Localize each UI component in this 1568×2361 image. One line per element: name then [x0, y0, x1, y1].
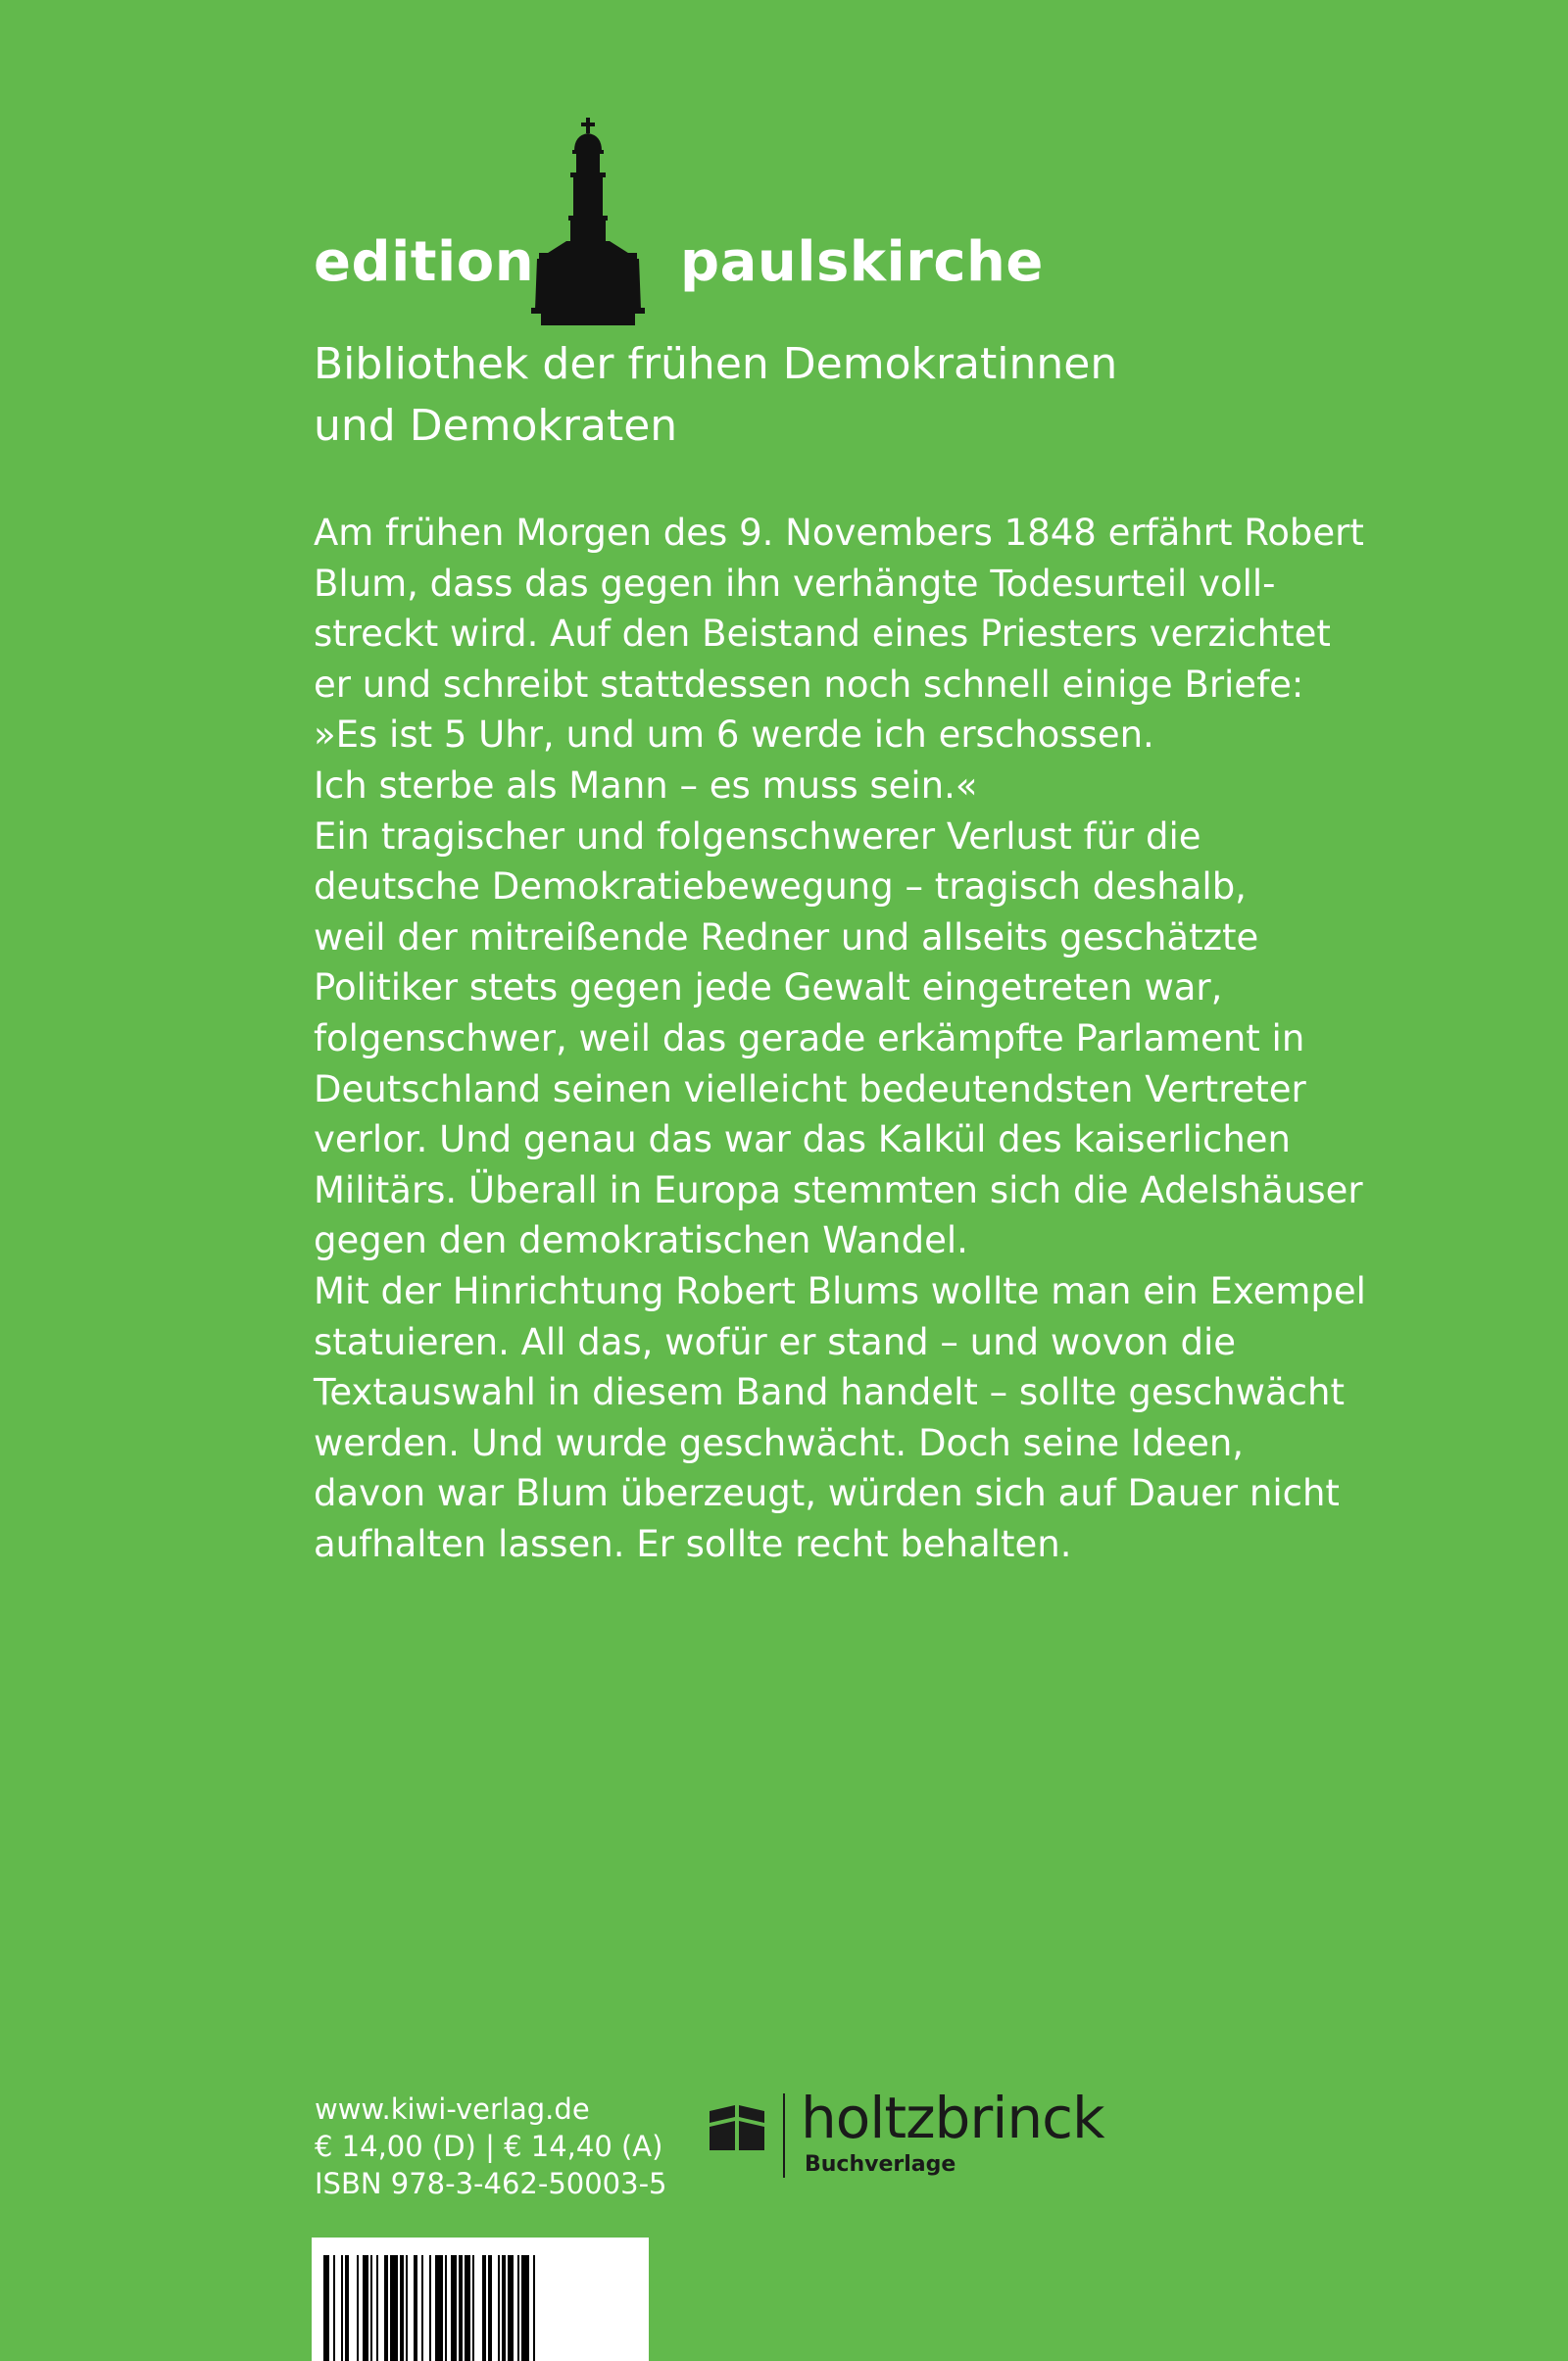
- book-info: [315, 2090, 666, 2202]
- blurb-line: »Es ist 5 Uhr, und um 6 werde ich erschossen.: [314, 713, 1154, 757]
- blurb-line: davon war Blum überzeugt, würden sich auf Dauer nicht: [314, 1472, 1340, 1515]
- blurb-line: verlor. Und genau das war das Kalkül des kaiserlichen: [314, 1118, 1291, 1161]
- series-header: [314, 118, 1044, 333]
- blurb-text: [314, 508, 1372, 1569]
- isbn-label: ISBN 978-3-462-50003-5: [315, 2167, 667, 2200]
- series-subtitle: [314, 333, 1294, 457]
- blurb-line: deutsche Demokratiebewegung – tragisch deshalb,: [314, 865, 1247, 909]
- website-link[interactable]: www.kiwi-verlag.de: [315, 2092, 590, 2126]
- holtzbrinck-h-icon: [708, 2103, 766, 2152]
- blurb-line: gegen den demokratischen Wandel.: [314, 1219, 968, 1262]
- publisher-divider: [783, 2093, 785, 2178]
- blurb-line: Deutschland seinen vielleicht bedeutendsten Vertreter: [314, 1067, 1306, 1110]
- blurb-line: Militärs. Überall in Europa stemmten sich die Adelshäuser: [314, 1168, 1363, 1211]
- series-word-paulskirche: paulskirche: [680, 230, 1044, 294]
- barcode: [312, 2238, 649, 2361]
- price-label: € 14,00 (D) | € 14,40 (A): [315, 2130, 663, 2163]
- blurb-line: weil der mitreißende Redner und allseits geschätzte: [314, 915, 1259, 959]
- blurb-line: Textauswahl in diesem Band handelt – sollte geschwächt: [314, 1371, 1345, 1414]
- series-word-edition: edition: [314, 230, 535, 294]
- publisher-logo: [708, 2085, 1119, 2182]
- blurb-line: Am frühen Morgen des 9. Novembers 1848 erfährt Robert: [314, 512, 1364, 554]
- blurb-line: statuieren. All das, wofür er stand – und wovon die: [314, 1320, 1237, 1363]
- subtitle-line: und Demokraten: [314, 401, 678, 451]
- blurb-line: Blum, dass das gegen ihn verhängte Todesurteil voll-: [314, 562, 1276, 605]
- barcode-icon: [321, 2255, 639, 2361]
- subtitle-line: Bibliothek der frühen Demokratinnen: [314, 339, 1118, 389]
- blurb-line: Politiker stets gegen jede Gewalt eingetreten war,: [314, 966, 1223, 1009]
- blurb-line: streckt wird. Auf den Beistand eines Priesters verzichtet: [314, 613, 1331, 656]
- church-tower-icon: [527, 118, 649, 325]
- blurb-line: Ein tragischer und folgenschwerer Verlust für die: [314, 814, 1201, 858]
- blurb-line: er und schreibt stattdessen noch schnell einige Briefe:: [314, 663, 1304, 706]
- publisher-subtitle: Buchverlage: [805, 2152, 956, 2177]
- blurb-line: aufhalten lassen. Er sollte recht behalten.: [314, 1522, 1072, 1565]
- blurb-line: folgenschwer, weil das gerade erkämpfte Parlament in: [314, 1016, 1305, 1059]
- publisher-name: holtzbrinck: [801, 2085, 1104, 2151]
- blurb-line: Ich sterbe als Mann – es muss sein.«: [314, 763, 978, 807]
- blurb-line: werden. Und wurde geschwächt. Doch seine Ideen,: [314, 1421, 1245, 1464]
- blurb-line: Mit der Hinrichtung Robert Blums wollte man ein Exempel: [314, 1269, 1366, 1312]
